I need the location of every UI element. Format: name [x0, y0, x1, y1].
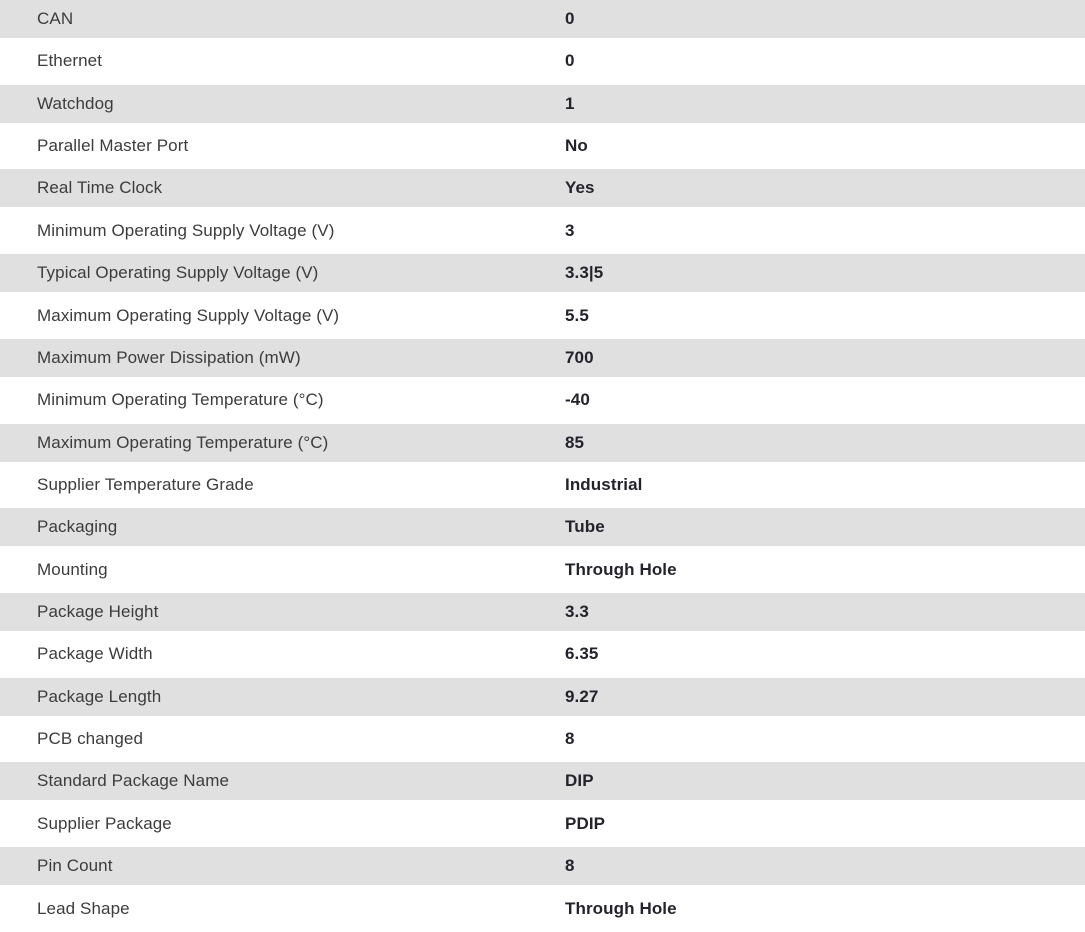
- spec-label: Mounting: [37, 559, 108, 579]
- spec-value: Industrial: [565, 474, 643, 494]
- spec-label: Lead Shape: [37, 898, 130, 918]
- spec-value: Yes: [565, 178, 595, 198]
- spec-label: Maximum Power Dissipation (mW): [37, 347, 301, 367]
- spec-value: Tube: [565, 517, 605, 537]
- table-row: [0, 551, 1085, 589]
- table-row: [0, 339, 1085, 377]
- table-row: [0, 678, 1085, 716]
- spec-value: 85: [565, 432, 585, 452]
- spec-label: Supplier Package: [37, 813, 172, 833]
- spec-value: -40: [565, 390, 590, 410]
- spec-value: 1: [565, 93, 575, 113]
- table-row: [0, 212, 1085, 250]
- spec-label: Parallel Master Port: [37, 136, 189, 156]
- spec-label: Package Length: [37, 686, 162, 706]
- spec-label: Maximum Operating Supply Voltage (V): [37, 305, 340, 325]
- spec-value: PDIP: [565, 813, 606, 833]
- spec-value: Through Hole: [565, 559, 677, 579]
- table-row: [0, 0, 1085, 38]
- spec-value: 6.35: [565, 644, 599, 664]
- spec-label: Minimum Operating Temperature (°C): [37, 390, 324, 410]
- table-row: [0, 42, 1085, 80]
- spec-value: 8: [565, 856, 575, 876]
- spec-label: Typical Operating Supply Voltage (V): [37, 263, 319, 283]
- spec-label: Standard Package Name: [37, 771, 230, 791]
- spec-label: PCB changed: [37, 729, 144, 749]
- spec-label: Watchdog: [37, 93, 114, 113]
- spec-label: CAN: [37, 9, 74, 28]
- spec-label: Package Height: [37, 602, 159, 622]
- spec-value: 9.27: [565, 686, 599, 706]
- table-row: [0, 254, 1085, 292]
- spec-value: Through Hole: [565, 898, 677, 918]
- spec-value: 3: [565, 220, 575, 240]
- spec-value: 0: [565, 9, 575, 28]
- table-row: [0, 424, 1085, 462]
- table-row: [0, 127, 1085, 165]
- spec-value: No: [565, 136, 588, 156]
- spec-label: Supplier Temperature Grade: [37, 474, 254, 494]
- spec-value: 3.3: [565, 602, 589, 622]
- table-row: [0, 466, 1085, 504]
- spec-value: 5.5: [565, 305, 589, 325]
- table-row: [0, 593, 1085, 631]
- spec-label: Package Width: [37, 644, 153, 664]
- table-row: [0, 762, 1085, 800]
- spec-label: Real Time Clock: [37, 178, 163, 198]
- table-row: [0, 847, 1085, 885]
- table-row: [0, 85, 1085, 123]
- spec-label: Minimum Operating Supply Voltage (V): [37, 220, 335, 240]
- spec-label: Maximum Operating Temperature (°C): [37, 432, 329, 452]
- table-row: [0, 890, 1085, 928]
- spec-value: 3.3|5: [565, 263, 604, 283]
- table-row: [0, 297, 1085, 335]
- table-row: [0, 508, 1085, 546]
- spec-label: Ethernet: [37, 51, 103, 71]
- spec-value: 0: [565, 51, 575, 71]
- spec-label: Pin Count: [37, 856, 113, 876]
- spec-value: 700: [565, 347, 594, 367]
- table-row: [0, 381, 1085, 419]
- spec-value: DIP: [565, 771, 594, 791]
- table-row: [0, 720, 1085, 758]
- spec-label: Packaging: [37, 517, 118, 537]
- table-row: [0, 805, 1085, 843]
- table-row: [0, 169, 1085, 207]
- table-row: [0, 635, 1085, 673]
- spec-value: 8: [565, 729, 575, 749]
